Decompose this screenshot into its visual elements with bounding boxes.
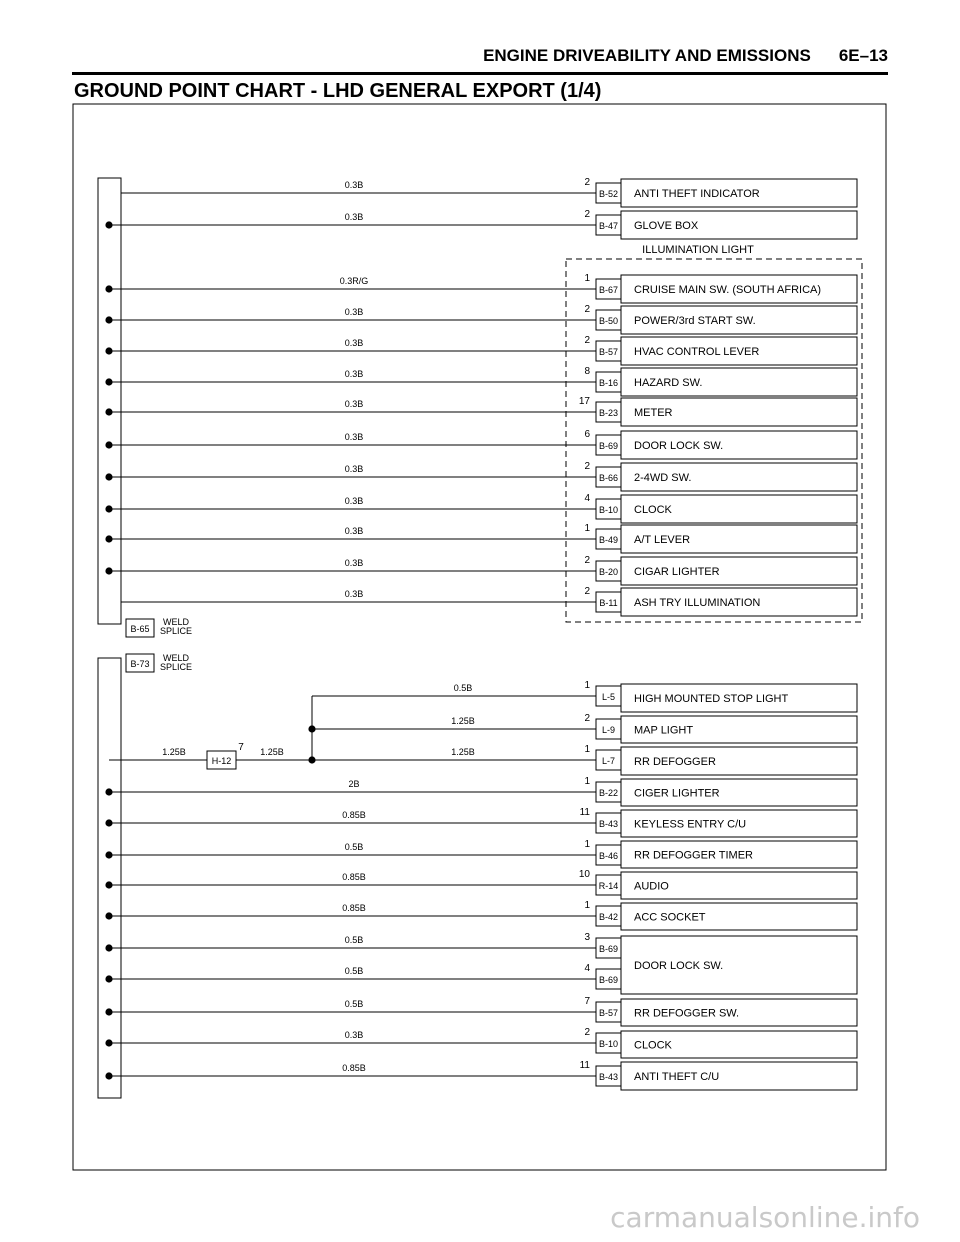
splice-junction-dot <box>105 1039 112 1046</box>
component-label: CLOCK <box>634 1039 672 1052</box>
pin-number: 2 <box>584 586 590 597</box>
connector-b-43-label: B-43 <box>598 819 619 829</box>
wire-label: 1.25B <box>260 747 284 757</box>
wire-label: 0.3B <box>344 399 364 409</box>
component-label: DOOR LOCK SW. <box>634 440 724 452</box>
pin-number: 2 <box>584 209 590 220</box>
connector-b-23-label: B-23 <box>598 408 619 418</box>
pin-number: 11 <box>579 1060 590 1071</box>
illumination-label: ILLUMINATION LIGHT <box>642 244 754 256</box>
connector-b-67-label: B-67 <box>598 285 619 295</box>
pin-number: 17 <box>578 396 590 407</box>
splice-junction-dot <box>105 819 112 826</box>
wire-label: 0.85B <box>342 903 366 913</box>
splice-id-b65: B-65 <box>130 624 150 634</box>
pin-number: 4 <box>584 493 590 504</box>
connector-b-66-label: B-66 <box>598 473 619 483</box>
pin-number: 1 <box>584 839 590 850</box>
component-label: HAZARD SW. <box>634 377 703 389</box>
component-label: ANTI THEFT C/U <box>634 1071 720 1083</box>
wire-label: 1.25B <box>162 747 186 757</box>
connector-b-57-label: B-57 <box>598 347 619 357</box>
component-label: AUDIO <box>634 880 669 893</box>
splice-junction-dot <box>105 851 112 858</box>
connector-l-5-label: L-5 <box>601 692 616 702</box>
pin-number: 2 <box>584 461 590 472</box>
connector-b-49-label: B-49 <box>598 535 619 545</box>
page-title: GROUND POINT CHART - LHD GENERAL EXPORT (1/4) <box>74 80 602 102</box>
wire-label: 0.3B <box>344 212 364 222</box>
connector-b-57-label: B-57 <box>598 1008 619 1018</box>
wire-label: 0.5B <box>344 842 364 852</box>
component-label: ANTI THEFT INDICATOR <box>634 188 760 200</box>
wire-label: 0.85B <box>342 872 366 882</box>
component-label: HIGH MOUNTED STOP LIGHT <box>634 693 789 705</box>
wire-label: 0.3B <box>344 589 364 599</box>
component-label: HVAC CONTROL LEVER <box>634 346 760 358</box>
splice-weld-label: WELD <box>162 653 190 663</box>
pin-number: 1 <box>584 273 590 284</box>
pin-number: 7 <box>584 996 590 1007</box>
splice-id-b73: B-73 <box>130 659 150 669</box>
component-label: CIGER LIGHTER <box>634 787 720 800</box>
splice-junction-dot <box>105 285 112 292</box>
wire-label: 0.3B <box>344 464 364 474</box>
splice-junction-dot <box>105 944 112 951</box>
splice-junction-dot <box>105 316 112 323</box>
splice-junction-dot <box>105 788 112 795</box>
connector-b-10-label: B-10 <box>598 1039 619 1049</box>
component-label: RR DEFOGGER SW. <box>634 1007 740 1020</box>
pin-number: 11 <box>579 807 590 818</box>
splice-weld-label: WELD <box>162 617 190 627</box>
component-label: ASH TRY ILLUMINATION <box>634 597 761 609</box>
pin-number: 2 <box>584 177 590 188</box>
wire-label: 0.3B <box>344 432 364 442</box>
connector-b-42-label: B-42 <box>598 912 619 922</box>
splice-junction-dot <box>105 567 112 574</box>
component-label: RR DEFOGGER <box>634 756 716 768</box>
pin-number: 2 <box>584 1027 590 1038</box>
wire-label: 1.25B <box>451 747 475 757</box>
splice-junction-dot <box>105 912 112 919</box>
connector-b-69-label: B-69 <box>598 944 619 954</box>
header-section: ENGINE DRIVEABILITY AND EMISSIONS <box>483 46 811 65</box>
connector-b-22-label: B-22 <box>598 788 619 798</box>
wire-label: 0.3B <box>344 338 364 348</box>
wire-label: 1.25B <box>451 716 475 726</box>
wire-label: 0.3B <box>344 496 364 506</box>
connector-b-43-label: B-43 <box>598 1072 619 1082</box>
connector-b-52-label: B-52 <box>598 189 619 199</box>
pin-number: 7 <box>238 742 244 753</box>
wire-label: 0.85B <box>342 1063 366 1073</box>
connector-b-20-label: B-20 <box>598 567 619 577</box>
connector-b-47-label: B-47 <box>598 221 619 231</box>
splice-junction-dot <box>105 408 112 415</box>
pin-number: 1 <box>584 744 590 755</box>
splice-junction-dot <box>105 1008 112 1015</box>
header-page-number: 6E–13 <box>838 46 888 65</box>
connector-b-50-label: B-50 <box>598 316 619 326</box>
component-label: ACC SOCKET <box>634 911 706 924</box>
splice-junction-dot <box>105 505 112 512</box>
wire-label: 0.3B <box>344 307 364 317</box>
pin-number: 1 <box>584 523 590 534</box>
connector-b-69-label: B-69 <box>598 975 619 985</box>
splice-junction-dot <box>105 975 112 982</box>
connector-b-10-label: B-10 <box>598 505 619 515</box>
wire-label: 0.5B <box>344 966 364 976</box>
splice-junction-dot <box>105 881 112 888</box>
pin-number: 10 <box>578 869 590 880</box>
component-label: KEYLESS ENTRY C/U <box>634 818 747 831</box>
watermark: carmanualsonline.info <box>610 1201 920 1234</box>
wire-label: 0.3B <box>344 369 364 379</box>
pin-number: 6 <box>584 429 590 440</box>
connector-h-12-label: H-12 <box>211 756 232 766</box>
pin-number: 2 <box>584 304 590 315</box>
pin-number: 2 <box>584 713 590 724</box>
wire-label: 0.3B <box>344 526 364 536</box>
splice-junction-dot <box>105 378 112 385</box>
splice-junction-dot <box>105 535 112 542</box>
splice-junction-dot <box>105 441 112 448</box>
wire-label: 0.5B <box>344 935 364 945</box>
component-label: A/T LEVER <box>634 534 691 546</box>
wire-label: 0.3B <box>344 558 364 568</box>
splice-junction-dot <box>105 221 112 228</box>
pin-number: 1 <box>584 900 590 911</box>
splice-bus-b65 <box>98 178 121 624</box>
pin-number: 1 <box>584 776 590 787</box>
connector-l-7-label: L-7 <box>601 756 616 766</box>
wire-label: 0.5B <box>453 683 473 693</box>
connector-b-16-label: B-16 <box>598 378 619 388</box>
connector-l-9-label: L-9 <box>601 725 616 735</box>
splice-junction-dot <box>105 473 112 480</box>
component-label: RR DEFOGGER TIMER <box>634 849 753 862</box>
component-label: METER <box>634 407 673 419</box>
connector-b-69-label: B-69 <box>598 441 619 451</box>
pin-number: 2 <box>584 335 590 346</box>
pin-number: 4 <box>584 963 590 974</box>
connector-b-11-label: B-11 <box>599 598 618 608</box>
pin-number: 8 <box>584 366 590 377</box>
wire-label: 2B <box>348 779 360 789</box>
wire-label: 0.3B <box>344 180 364 190</box>
component-label: DOOR LOCK SW. <box>634 960 724 972</box>
component-label: CRUISE MAIN SW. (SOUTH AFRICA) <box>634 284 822 296</box>
wire-label: 0.5B <box>344 999 364 1009</box>
splice-bus-b73 <box>98 658 121 1098</box>
splice-splice-label: SPLICE <box>159 662 193 672</box>
splice-junction-dot <box>105 347 112 354</box>
component-label: 2-4WD SW. <box>634 472 692 484</box>
component-label: CIGAR LIGHTER <box>634 566 720 578</box>
splice-junction-dot <box>105 1072 112 1079</box>
pin-number: 2 <box>584 555 590 566</box>
pin-number: 1 <box>584 680 590 691</box>
connector-b-46-label: B-46 <box>598 851 619 861</box>
wire-label: 0.3R/G <box>339 276 369 286</box>
wire-label: 0.3B <box>344 1030 364 1040</box>
pin-number: 3 <box>584 932 590 943</box>
component-label: POWER/3rd START SW. <box>634 315 756 327</box>
splice-splice-label: SPLICE <box>159 626 193 636</box>
component-label: GLOVE BOX <box>634 220 699 232</box>
component-label: CLOCK <box>634 504 672 516</box>
component-label: MAP LIGHT <box>634 724 694 737</box>
connector-r-14-label: R-14 <box>598 881 619 891</box>
wire-label: 0.85B <box>342 810 366 820</box>
